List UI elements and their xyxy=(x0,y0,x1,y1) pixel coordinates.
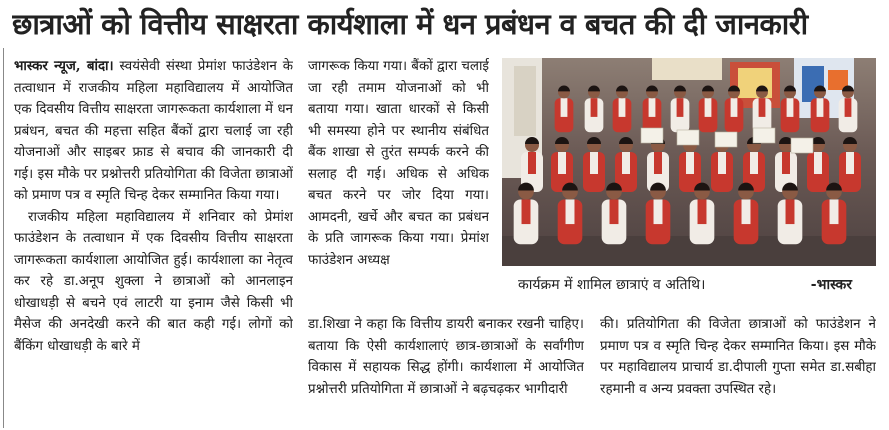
article-column-2-lower xyxy=(308,314,584,428)
body-paragraph: की। प्रतियोगिता की विजेता छात्राओं को फाउंडेशन ने प्रमाण पत्र व स्मृति चिन्ह देकर सम्मानित किया। इस मौके पर महाविद्यालय प्राचार्य डा.दीपाली गुप्ता समेत डा.सबीहा रहमानी व अन्य प्रवक्ता उपस्थित रहे। xyxy=(600,317,876,397)
dateline: भास्कर न्यूज, बांदा। xyxy=(14,58,114,74)
certificate xyxy=(753,128,775,143)
body-paragraph: डा.शिखा ने कहा कि वित्तीय डायरी बनाकर रखनी चाहिए। बताया कि ऐसी कार्यशालाएं छात्र-छात्राओं के सर्वांगीण विकास में सहायक सिद्ध होंगी। कार्यशाला में आयोजित प्रश्नोत्तरी प्रतियोगिता में छात्राओं ने बढ़चढ़कर भागीदारी xyxy=(308,317,584,397)
article-column-1 xyxy=(14,56,293,428)
article-column-2 xyxy=(308,56,489,314)
column-rule xyxy=(3,48,4,428)
photo-credit: -भास्कर xyxy=(810,277,852,293)
caption-text: कार्यक्रम में शामिल छात्राएं व अतिथि। xyxy=(518,277,706,293)
group-photo-image xyxy=(502,58,876,266)
certificate xyxy=(715,132,737,147)
certificate xyxy=(677,130,699,145)
event-photo xyxy=(502,58,876,266)
article-column-3-lower xyxy=(600,314,876,428)
body-paragraph: जागरूक किया गया। बैंकों द्वारा चलाई जा रही तमाम योजनाओं को भी बताया गया। खाता धारकों से किसी भी समस्या होने पर स्थानीय संबंधित बैंक शाखा से तुरंत सम्पर्क करने की सलाह दी गई। अधिक से अधिक बचत करने पर जोर दिया गया। आमदनी, खर्चे और बचत का प्रबंधन के प्रति जागरूक किया गया। प्रेमांश फाउंडेशन अध्यक्ष xyxy=(308,59,489,268)
lead-paragraph-text: स्वयंसेवी संस्था प्रेमांश फाउंडेशन के तत्वाधान में राजकीय महिला महाविद्यालय में आयोजित एक दिवसीय वित्तीय साक्षरता जागरूकता कार्यशाला में धन प्रबंधन, बचत की महत्ता सहित बैंकों द्वारा चलाई जा रही योजनाओं और साइबर फ्राड से बचाव की जानकारी दी गई। इस मौके पर प्रश्नोत्तरी प्रतियोगिता की विजेता छात्राओं को प्रमाण पत्र व स्मृति चिन्ह देकर सम्मानित किया गया। xyxy=(14,59,293,203)
headline: छात्राओं को वित्तीय साक्षरता कार्यशाला में धन प्रबंधन व बचत की दी जानकारी xyxy=(12,7,808,41)
lead-paragraph xyxy=(14,56,293,207)
photo-caption xyxy=(502,270,876,304)
body-paragraph: राजकीय महिला महाविद्यालय में शनिवार को प्रेमांश फाउंडेशन के तत्वाधान में एक दिवसीय वित्तीय साक्षरता जागरूकता कार्यशाला आयोजित हुई। कार्यशाला का नेतृत्व कर रहे डा.अनूप शुक्ला ने छात्राओं को आनलाइन धोखाधड़ी से बचने एवं लाटरी या इनाम जैसे किसी भी मैसेज की अनदेखी करने की बात कही गई। लोगों को बैंकिंग धोखाधड़ी के बारे में xyxy=(14,209,293,354)
certificate xyxy=(791,138,813,153)
certificate xyxy=(641,128,663,143)
